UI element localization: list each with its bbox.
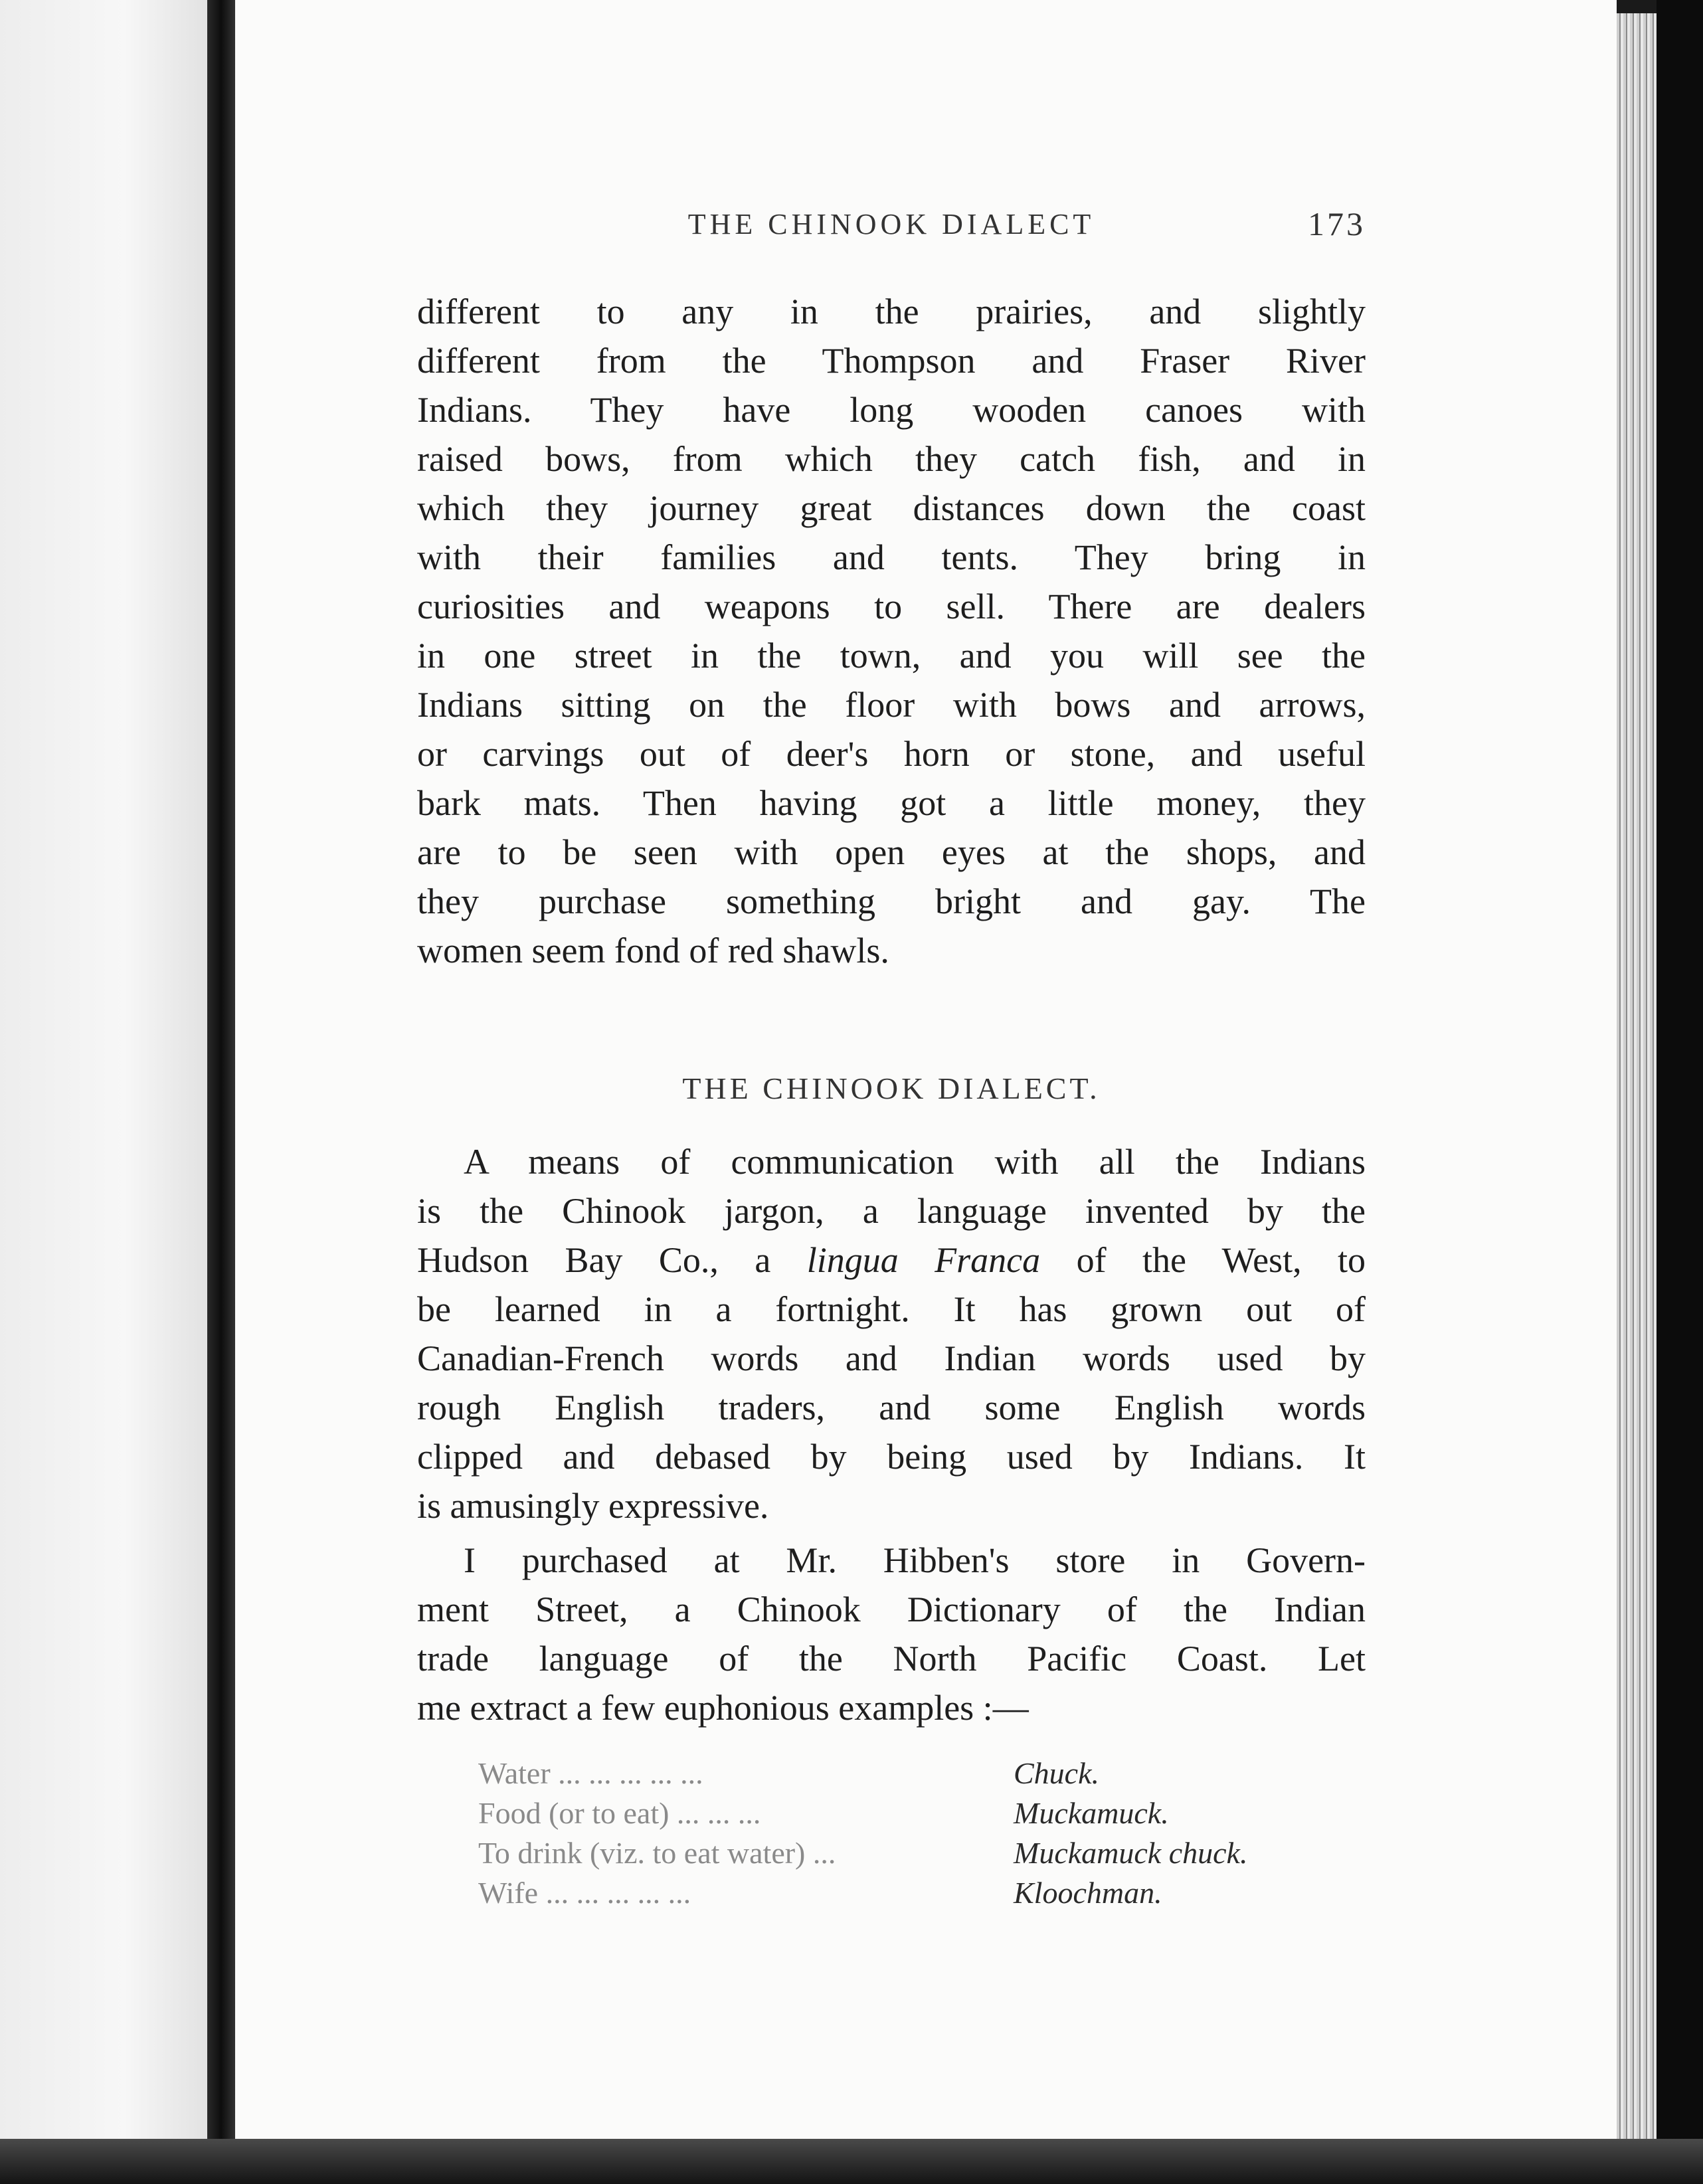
vocabulary-row — [478, 1754, 1368, 1793]
vocabulary-term: Water ... ... ... ... ... — [478, 1756, 703, 1790]
scan-background-bottom — [0, 2139, 1703, 2184]
section-heading: THE CHINOOK DIALECT. — [682, 1071, 1101, 1105]
vocabulary-term: Wife ... ... ... ... ... — [478, 1876, 691, 1910]
text-line: bark mats. Then having got a little money, they — [417, 783, 1366, 823]
text-line: with their families and tents. They bring in — [417, 537, 1366, 577]
paragraph-dictionary — [417, 1536, 1366, 1732]
text-line: women seem fond of red shawls. — [417, 931, 889, 970]
text-line: be learned in a fortnight. It has grown out of — [417, 1289, 1366, 1329]
scan-background-right — [1657, 0, 1703, 2184]
text-line: is amusingly expressive. — [417, 1486, 769, 1526]
text-line: Indians. They have long wooden canoes with — [417, 390, 1366, 430]
text-line: different to any in the prairies, and slightly — [417, 292, 1366, 331]
text-line: Indians sitting on the floor with bows and arrows, — [417, 685, 1366, 725]
text-line: or carvings out of deer's horn or stone, and useful — [417, 734, 1366, 774]
vocabulary-translation: Muckamuck. — [1014, 1796, 1169, 1830]
text-line: in one street in the town, and you will see the — [417, 636, 1366, 676]
text-fragment: Hudson Bay Co., a — [417, 1240, 807, 1280]
text-line: I purchased at Mr. Hibben's store in Govern- — [464, 1540, 1366, 1580]
paragraph-indians — [417, 287, 1366, 975]
text-line: raised bows, from which they catch fish, and in — [417, 439, 1366, 479]
text-fragment: of the West, to — [1040, 1240, 1366, 1280]
running-title: THE CHINOOK DIALECT — [687, 208, 1095, 240]
vocabulary-translation: Chuck. — [1014, 1756, 1100, 1790]
vocabulary-list — [478, 1754, 1368, 1913]
text-line: are to be seen with open eyes at the shops, and — [417, 832, 1366, 872]
text-line: trade language of the North Pacific Coast. Let — [417, 1639, 1366, 1679]
text-line: curiosities and weapons to sell. There are dealers — [417, 587, 1366, 626]
facing-page-edge — [0, 0, 207, 2139]
text-line: me extract a few euphonious examples :— — [417, 1688, 1029, 1728]
running-head — [417, 207, 1366, 260]
text-line: ment Street, a Chinook Dictionary of the Indian — [417, 1590, 1366, 1629]
text-line: clipped and debased by being used by Indians. It — [417, 1437, 1366, 1477]
text-line: different from the Thompson and Fraser River — [417, 341, 1366, 381]
text-line: is the Chinook jargon, a language invented by the — [417, 1191, 1366, 1231]
vocabulary-row — [478, 1833, 1368, 1873]
text-line: Canadian-French words and Indian words used by — [417, 1338, 1366, 1378]
vocabulary-translation: Muckamuck chuck. — [1014, 1836, 1248, 1870]
book-gutter — [207, 0, 235, 2184]
vocabulary-row — [478, 1793, 1368, 1833]
text-line-with-italic — [417, 1235, 1366, 1285]
vocabulary-row — [478, 1873, 1368, 1913]
page-number: 173 — [1308, 205, 1366, 242]
vocabulary-term: To drink (viz. to eat water) ... — [478, 1836, 836, 1870]
text-line: rough English traders, and some English words — [417, 1388, 1366, 1427]
vocabulary-translation: Kloochman. — [1014, 1876, 1162, 1910]
paragraph-chinook-jargon — [417, 1137, 1366, 1530]
vocabulary-term: Food (or to eat) ... ... ... — [478, 1796, 761, 1830]
text-line: which they journey great distances down the coast — [417, 488, 1366, 528]
text-line: they purchase something bright and gay. The — [417, 881, 1366, 921]
text-line: A means of communication with all the Indians — [464, 1142, 1366, 1182]
italic-phrase: lingua Franca — [806, 1240, 1041, 1280]
page-stack-edge — [1617, 13, 1657, 2139]
